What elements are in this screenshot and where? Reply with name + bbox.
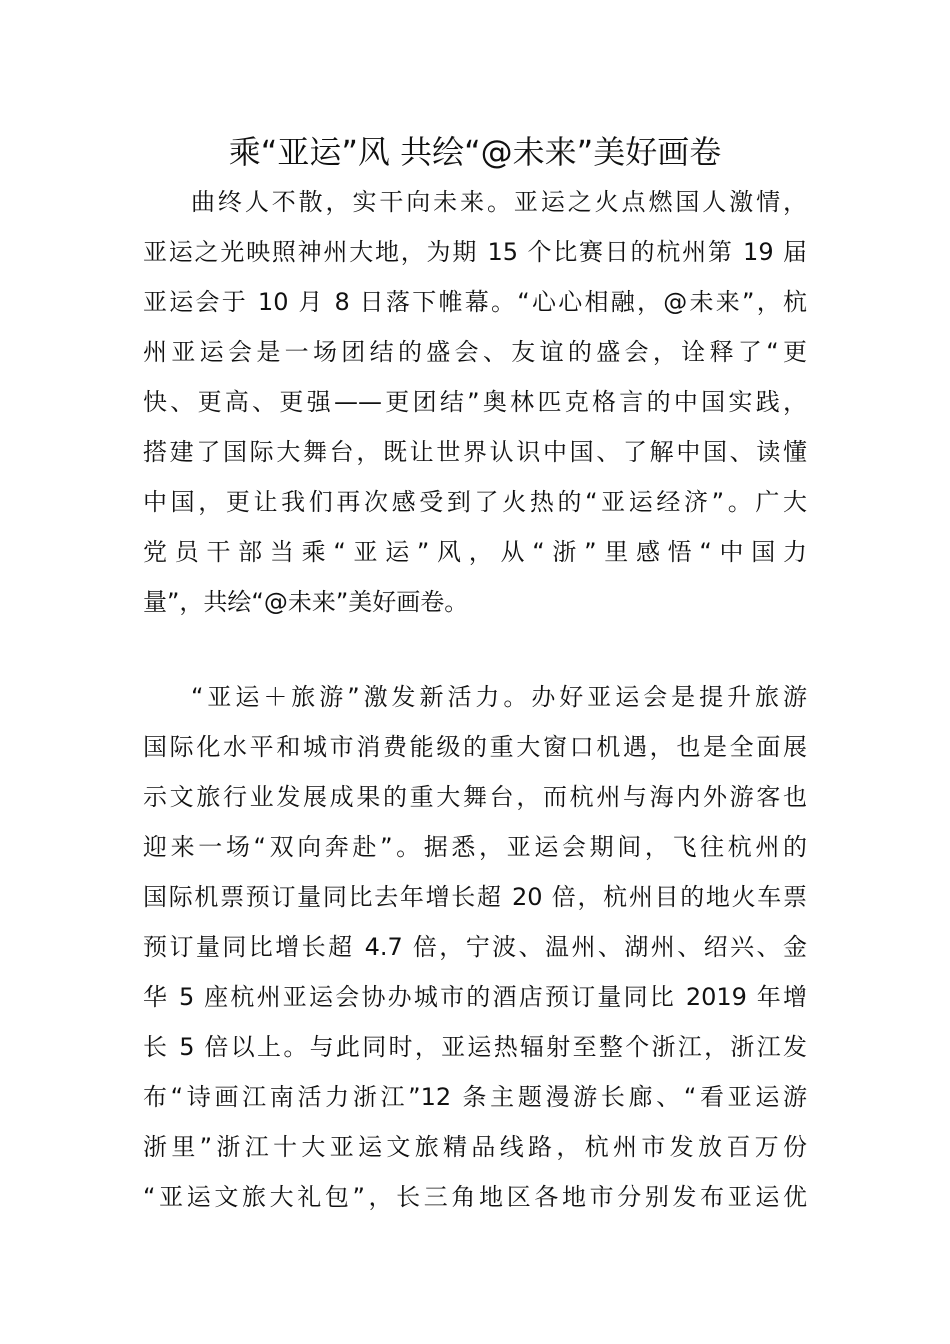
paragraph-line: 迎来一场“双向奔赴”。据悉，亚运会期间，飞往杭州的 xyxy=(143,833,807,861)
paragraph-line: 国际化水平和城市消费能级的重大窗口机遇，也是全面展 xyxy=(143,733,807,761)
paragraph-line: 中国，更让我们再次感受到了火热的“亚运经济”。广大 xyxy=(143,488,807,516)
paragraph-line: 州亚运会是一场团结的盛会、友谊的盛会，诠释了“更 xyxy=(143,338,807,366)
paragraph-line: 华 5 座杭州亚运会协办城市的酒店预订量同比 2019 年增 xyxy=(143,983,807,1011)
paragraph-1 xyxy=(143,177,807,627)
paragraph-line: 曲终人不散，实干向未来。亚运之火点燃国人激情， xyxy=(191,188,807,216)
paragraph-2 xyxy=(143,672,807,1222)
paragraph-line: 示文旅行业发展成果的重大舞台，而杭州与海内外游客也 xyxy=(143,783,807,811)
document-title: 乘“亚运”风 共绘“@未来”美好画卷 xyxy=(228,133,722,171)
paragraph-line: 浙里”浙江十大亚运文旅精品线路，杭州市发放百万份 xyxy=(143,1133,807,1161)
paragraph-line: “亚运＋旅游”激发新活力。办好亚运会是提升旅游 xyxy=(191,683,807,711)
paragraph-line: 量”，共绘“@未来”美好画卷。 xyxy=(143,588,469,616)
paragraph-line: 亚运之光映照神州大地，为期 15 个比赛日的杭州第 19 届 xyxy=(143,238,807,266)
paragraph-line: 亚运会于 10 月 8 日落下帷幕。“心心相融，@未来”，杭 xyxy=(143,288,807,316)
paragraph-line: 党员干部当乘“亚运”风，从“浙”里感悟“中国力 xyxy=(143,538,807,566)
paragraph-line: 快、更高、更强——更团结”奥林匹克格言的中国实践， xyxy=(143,388,807,416)
paragraph-line: 预订量同比增长超 4.7 倍，宁波、温州、湖州、绍兴、金 xyxy=(143,933,807,961)
paragraph-line: 布“诗画江南活力浙江”12 条主题漫游长廊、“看亚运游 xyxy=(143,1083,807,1111)
paragraph-line: 国际机票预订量同比去年增长超 20 倍，杭州目的地火车票 xyxy=(143,883,807,911)
paragraph-line: 搭建了国际大舞台，既让世界认识中国、了解中国、读懂 xyxy=(143,438,807,466)
paragraph-line: “亚运文旅大礼包”，长三角地区各地市分别发布亚运优 xyxy=(143,1183,807,1211)
paragraph-line: 长 5 倍以上。与此同时，亚运热辐射至整个浙江，浙江发 xyxy=(143,1033,807,1061)
